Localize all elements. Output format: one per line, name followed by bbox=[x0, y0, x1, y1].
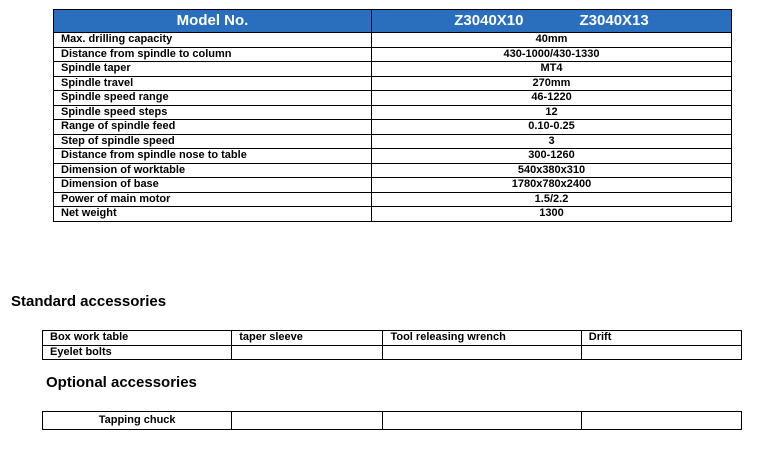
spec-name-cell: Max. drilling capacity bbox=[54, 33, 372, 48]
spec-row bbox=[54, 178, 732, 193]
spec-row bbox=[54, 134, 732, 149]
spec-header-row bbox=[54, 10, 732, 33]
accessory-cell bbox=[232, 345, 383, 360]
spec-value-cell: 270mm bbox=[372, 76, 732, 91]
spec-value-cell: 46-1220 bbox=[372, 91, 732, 106]
spec-value-cell: 430-1000/430-1330 bbox=[372, 47, 732, 62]
model-names-header bbox=[372, 10, 732, 33]
model-no-header: Model No. bbox=[54, 10, 372, 33]
accessory-cell bbox=[581, 345, 741, 360]
accessory-cell bbox=[383, 345, 581, 360]
accessory-cell: taper sleeve bbox=[232, 331, 383, 346]
spec-value-cell: 1.5/2.2 bbox=[372, 192, 732, 207]
accessory-cell: Eyelet bolts bbox=[43, 345, 232, 360]
spec-name-cell: Distance from spindle to column bbox=[54, 47, 372, 62]
model-name-1: Z3040X10 bbox=[454, 12, 524, 29]
accessory-row bbox=[43, 412, 742, 430]
spec-row bbox=[54, 149, 732, 164]
spec-row bbox=[54, 207, 732, 222]
accessory-cell bbox=[581, 412, 741, 430]
spec-name-cell: Dimension of worktable bbox=[54, 163, 372, 178]
spec-name-cell: Spindle speed steps bbox=[54, 105, 372, 120]
spec-value-cell: MT4 bbox=[372, 62, 732, 77]
spec-name-cell: Distance from spindle nose to table bbox=[54, 149, 372, 164]
spec-row bbox=[54, 76, 732, 91]
accessory-cell: Drift bbox=[581, 331, 741, 346]
spec-value-cell: 540x380x310 bbox=[372, 163, 732, 178]
spec-row bbox=[54, 62, 732, 77]
spec-value-cell: 300-1260 bbox=[372, 149, 732, 164]
accessory-row bbox=[43, 331, 742, 346]
spec-row bbox=[54, 105, 732, 120]
accessory-cell: Tool releasing wrench bbox=[383, 331, 581, 346]
specification-table bbox=[53, 9, 732, 222]
spec-value-cell: 1780x780x2400 bbox=[372, 178, 732, 193]
spec-row bbox=[54, 33, 732, 48]
spec-name-cell: Dimension of base bbox=[54, 178, 372, 193]
spec-name-cell: Spindle travel bbox=[54, 76, 372, 91]
spec-row bbox=[54, 47, 732, 62]
accessory-row bbox=[43, 345, 742, 360]
spec-name-cell: Spindle taper bbox=[54, 62, 372, 77]
spec-row bbox=[54, 192, 732, 207]
spec-value-cell: 0.10-0.25 bbox=[372, 120, 732, 135]
optional-accessories-table bbox=[42, 411, 742, 430]
accessory-cell bbox=[232, 412, 383, 430]
accessory-cell: Tapping chuck bbox=[43, 412, 232, 430]
spec-name-cell: Step of spindle speed bbox=[54, 134, 372, 149]
model-name-2: Z3040X13 bbox=[579, 12, 649, 29]
standard-accessories-table bbox=[42, 330, 742, 360]
spec-value-cell: 12 bbox=[372, 105, 732, 120]
spec-row bbox=[54, 163, 732, 178]
spec-name-cell: Power of main motor bbox=[54, 192, 372, 207]
spec-value-cell: 3 bbox=[372, 134, 732, 149]
standard-accessories-title: Standard accessories bbox=[11, 293, 167, 310]
optional-accessories-title: Optional accessories bbox=[46, 374, 197, 391]
spec-name-cell: Net weight bbox=[54, 207, 372, 222]
accessory-cell bbox=[383, 412, 581, 430]
spec-name-cell: Spindle speed range bbox=[54, 91, 372, 106]
spec-name-cell: Range of spindle feed bbox=[54, 120, 372, 135]
spec-value-cell: 40mm bbox=[372, 33, 732, 48]
spec-row bbox=[54, 91, 732, 106]
spec-value-cell: 1300 bbox=[372, 207, 732, 222]
spec-row bbox=[54, 120, 732, 135]
accessory-cell: Box work table bbox=[43, 331, 232, 346]
